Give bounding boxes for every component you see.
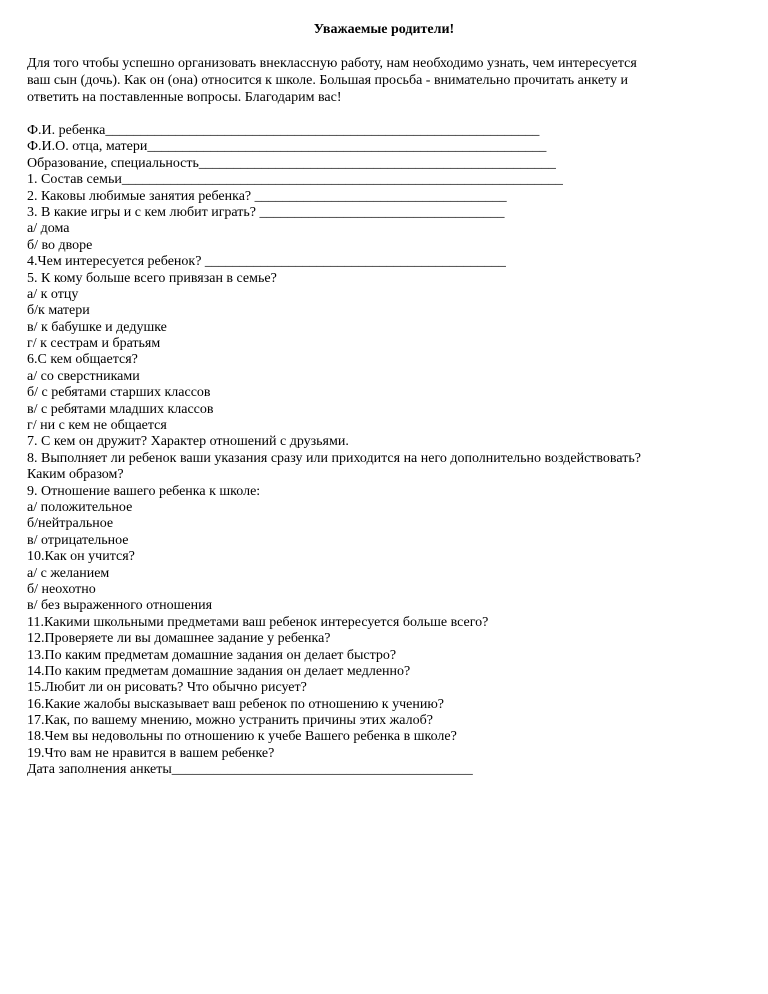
answer-option: б/ во дворе <box>27 237 93 253</box>
field-parent-name: Ф.И.О. отца, матери_________________________________________________________ <box>27 139 547 155</box>
question-13: 13.По каким предметам домашние задания он делает быстро? <box>27 647 397 663</box>
answer-option: г/ к сестрам и братьям <box>27 336 161 352</box>
question-16: 16.Какие жалобы высказывает ваш ребенок по отношению к учению? <box>27 696 444 712</box>
question-7: 7. С кем он дружит? Характер отношений с друзьями. <box>27 434 349 450</box>
question-2: 2. Каковы любимые занятия ребенка? ____________________________________ <box>27 188 507 204</box>
answer-option: а/ к отцу <box>27 286 79 302</box>
questionnaire <box>27 123 747 779</box>
field-education: Образование, специальность___________________________________________________ <box>27 155 556 171</box>
answer-option: а/ со сверстниками <box>27 368 140 384</box>
answer-option: в/ без выраженного отношения <box>27 598 213 614</box>
question-8: 8. Выполняет ли ребенок ваши указания сразу или приходится на него дополнительно воздействовать? <box>27 450 641 466</box>
answer-option: в/ с ребятами младших классов <box>27 401 214 417</box>
answer-option: б/ неохотно <box>27 581 96 597</box>
question-8-continued: Каким образом? <box>27 467 124 483</box>
question-19: 19.Что вам не нравится в вашем ребенке? <box>27 745 275 761</box>
answer-option: а/ положительное <box>27 499 133 515</box>
intro-line: Для того чтобы успешно организовать внеклассную работу, нам необходимо узнать, чем интересуется <box>27 56 637 71</box>
question-4: 4.Чем интересуется ребенок? ___________________________________________ <box>27 254 506 270</box>
question-9: 9. Отношение вашего ребенка к школе: <box>27 483 261 499</box>
intro-line: ваш сын (дочь). Как он (она) относится к школе. Большая просьба - внимательно прочитать анкету и <box>27 73 628 88</box>
question-10: 10.Как он учится? <box>27 549 135 565</box>
field-child-name: Ф.И. ребенка______________________________________________________________ <box>27 123 540 138</box>
answer-option: в/ к бабушке и дедушке <box>27 319 167 335</box>
field-fill-date: Дата заполнения анкеты___________________________________________ <box>27 762 473 778</box>
question-17: 17.Как, по вашему мнению, можно устранить причины этих жалоб? <box>27 713 433 729</box>
page-title: Уважаемые родители! <box>313 22 455 37</box>
question-5: 5. К кому больше всего привязан в семье? <box>27 270 277 286</box>
question-14: 14.По каким предметам домашние задания он делает медленно? <box>27 663 411 679</box>
intro-line: ответить на поставленные вопросы. Благодарим вас! <box>27 90 342 105</box>
question-11: 11.Какими школьными предметами ваш ребенок интересуется больше всего? <box>27 614 489 630</box>
question-18: 18.Чем вы недовольны по отношению к учебе Вашего ребенка в школе? <box>27 729 457 745</box>
answer-option: в/ отрицательное <box>27 532 129 548</box>
answer-option: а/ дома <box>27 221 70 237</box>
answer-option: б/ с ребятами старших классов <box>27 385 211 401</box>
question-12: 12.Проверяете ли вы домашнее задание у ребенка? <box>27 631 331 647</box>
question-3: 3. В какие игры и с кем любит играть? ___________________________________ <box>27 204 505 220</box>
question-15: 15.Любит ли он рисовать? Что обычно рисует? <box>27 680 307 696</box>
question-1: 1. Состав семьи_______________________________________________________________ <box>27 172 563 188</box>
answer-option: г/ ни с кем не общается <box>27 418 167 434</box>
question-6: 6.С кем общается? <box>27 352 138 368</box>
answer-option: а/ с желанием <box>27 565 110 581</box>
answer-option: б/нейтральное <box>27 516 114 532</box>
intro-paragraph <box>27 55 742 106</box>
answer-option: б/к матери <box>27 303 90 319</box>
